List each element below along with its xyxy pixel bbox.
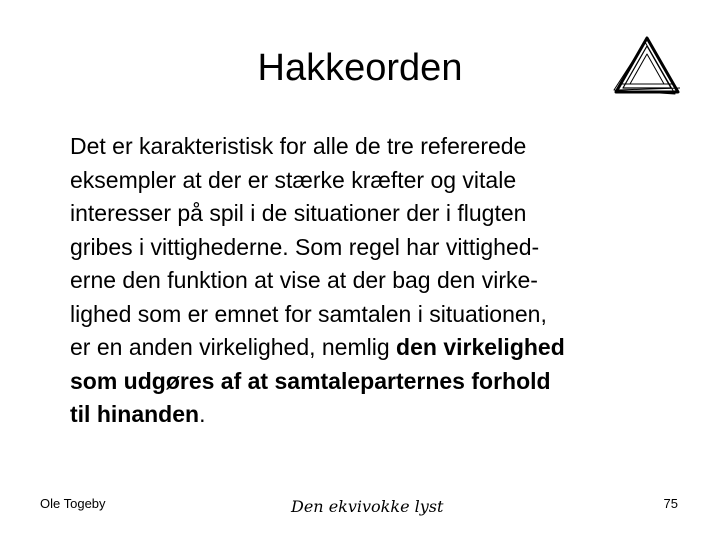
body-text-bold: den virkelighed <box>396 334 565 360</box>
body-text-bold: til hinanden <box>70 401 200 427</box>
body-paragraph <box>70 130 690 432</box>
footer-author: Ole Togeby <box>40 496 106 511</box>
body-line <box>70 331 690 365</box>
body-text-period: . <box>199 401 206 427</box>
body-line: eksempler at der er stærke kræfter og vitale <box>70 166 517 193</box>
page-number: 75 <box>663 496 678 511</box>
footer-title: Den ekvivokke lyst <box>291 497 444 516</box>
body-line: erne den funktion at vise at der bag den virke- <box>70 267 538 293</box>
body-text-bold: som udgøres af at samtaleparternes forhold <box>70 367 551 394</box>
body-line: gribes i vittighederne. Som regel har vittighed- <box>70 233 540 260</box>
triangle-logo-icon <box>612 34 682 96</box>
body-line: interesser på spil i de situationer der i flugten <box>70 200 527 226</box>
body-line: Det er karakteristisk for alle de tre refererede <box>70 133 527 159</box>
slide-title: Hakkeorden <box>257 47 463 89</box>
body-line <box>70 398 690 432</box>
body-text-normal: er en anden virkelighed, nemlig <box>70 334 397 360</box>
body-line <box>70 365 690 399</box>
body-line: lighed som er emnet for samtalen i situationen, <box>70 300 547 327</box>
